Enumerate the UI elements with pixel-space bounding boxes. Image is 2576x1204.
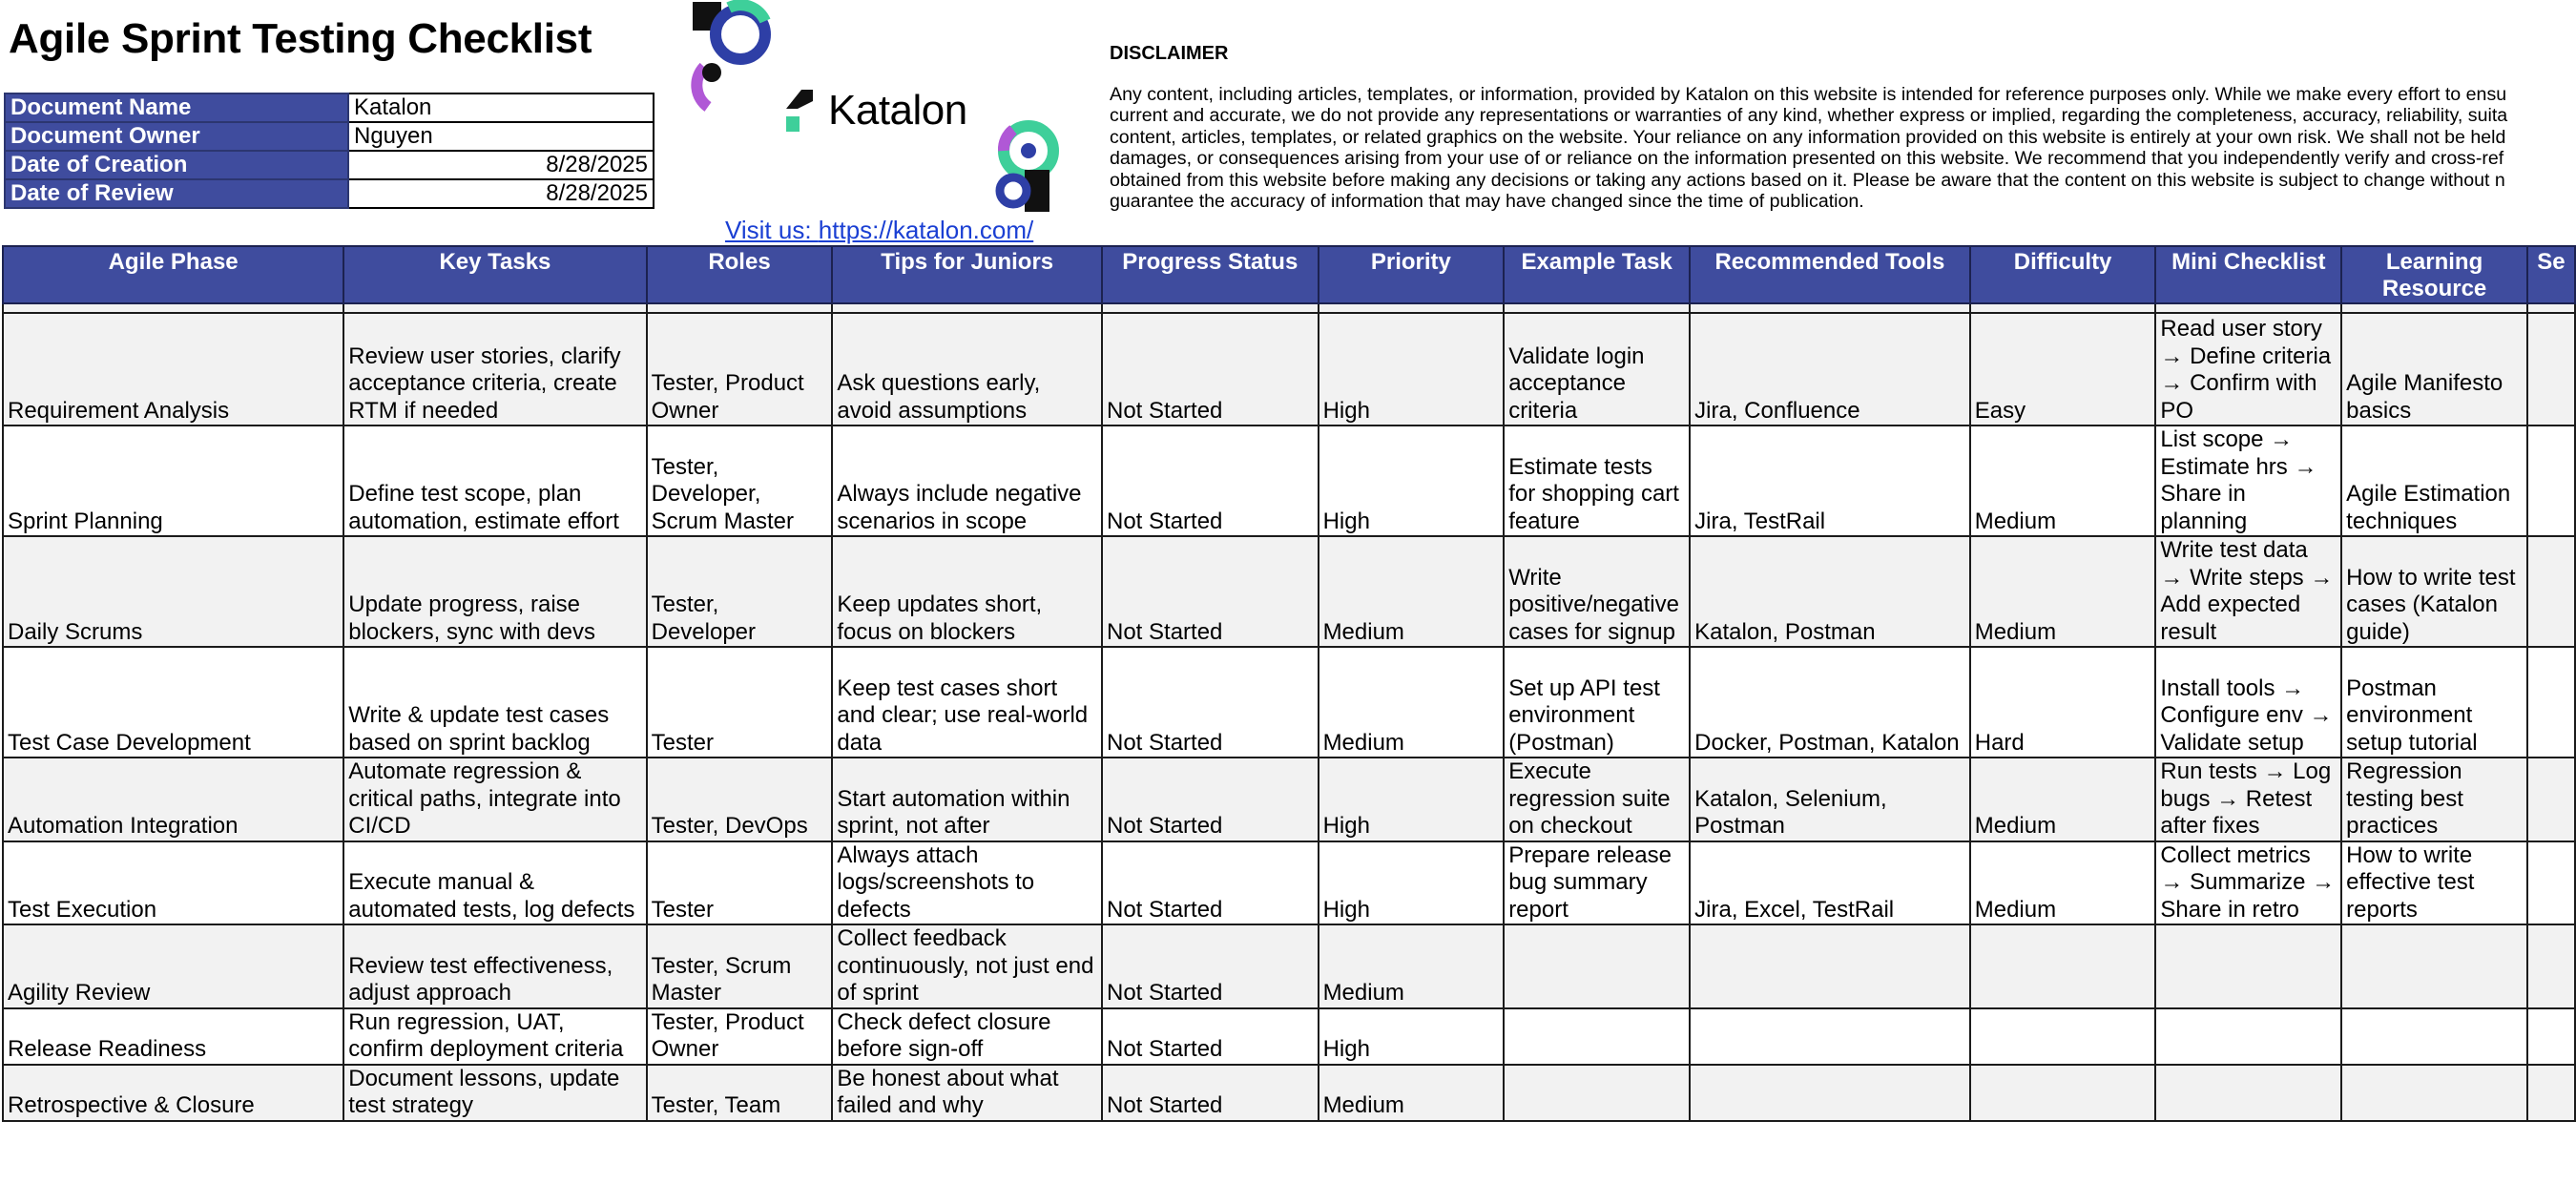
table-cell[interactable] [2527,536,2575,647]
table-cell[interactable]: Test Execution [3,841,343,925]
table-cell[interactable]: Sprint Planning [3,426,343,536]
column-header[interactable]: Se [2527,246,2575,303]
table-cell[interactable]: Automation Integration [3,758,343,841]
table-cell[interactable]: Not Started [1102,536,1319,647]
column-header[interactable]: Agile Phase [3,246,343,303]
table-cell[interactable] [2155,1065,2341,1121]
column-header[interactable]: Roles [647,246,833,303]
table-cell[interactable]: Run tests → Log bugs → Retest after fixes [2155,758,2341,841]
column-header[interactable]: Progress Status [1102,246,1319,303]
table-cell[interactable]: Tester, Scrum Master [647,924,833,1008]
table-cell[interactable]: High [1319,1008,1505,1065]
spacer-cell [1970,303,2156,313]
disclaimer-line: damages, or consequences arising from your use of or reliance on the information presented on this website. We recommend that you independently verify and cross-ref [1110,148,2504,170]
table-row [3,313,2575,426]
table-cell[interactable]: Tester [647,841,833,925]
table-cell[interactable]: Always include negative scenarios in scope [832,426,1102,536]
header-row [3,246,2575,303]
info-value[interactable]: 8/28/2025 [348,151,654,179]
disclaimer-line: guarantee the accuracy of information that may have changed since the time of publication. [1110,190,1864,212]
table-cell[interactable]: Start automation within sprint, not after [832,758,1102,841]
table-cell[interactable]: Update progress, raise blockers, sync with devs [343,536,646,647]
table-cell[interactable]: Hard [1970,647,2156,758]
visit-us-link[interactable] [725,216,1033,245]
table-row [3,426,2575,536]
disclaimer-title: DISCLAIMER [1110,43,1229,64]
table-cell[interactable]: Tester, Product Owner [647,313,833,426]
table-cell[interactable]: Tester, Product Owner [647,1008,833,1065]
column-header[interactable]: Example Task [1504,246,1690,303]
table-cell[interactable]: Katalon, Postman [1690,536,1970,647]
column-header[interactable]: Learning Resource [2341,246,2527,303]
table-row [3,1008,2575,1065]
spacer-row [3,303,2575,313]
table-cell[interactable]: Define test scope, plan automation, estimate effort [343,426,646,536]
table-cell[interactable]: Install tools → Configure env → Validate setup [2155,647,2341,758]
table-cell[interactable]: Write positive/negative cases for signup [1504,536,1690,647]
table-cell[interactable]: Prepare release bug summary report [1504,841,1690,925]
info-row [5,179,654,208]
table-row [3,758,2575,841]
spacer-cell [1690,303,1970,313]
table-cell[interactable] [1504,1065,1690,1121]
column-header[interactable]: Mini Checklist [2155,246,2341,303]
brand-art-bottom [992,113,1065,216]
table-cell[interactable]: Jira, TestRail [1690,426,1970,536]
table-cell[interactable]: Read user story → Define criteria → Confirm with PO [2155,313,2341,426]
katalon-logo [784,84,967,137]
table-cell[interactable]: Estimate tests for shopping cart feature [1504,426,1690,536]
table-cell[interactable] [2341,924,2527,1008]
disclaimer-line: content, articles, templates, or related graphics on the website. Your reliance on any information provided on this website is entirely at your own risk. We shall not be held [1110,126,2506,148]
table-cell[interactable]: List scope → Estimate hrs → Share in planning [2155,426,2341,536]
table-cell[interactable]: Medium [1970,841,2156,925]
table-cell[interactable]: Agile Estimation techniques [2341,426,2527,536]
table-cell[interactable]: Not Started [1102,1008,1319,1065]
column-header[interactable]: Key Tasks [343,246,646,303]
info-label[interactable]: Date of Creation [5,151,348,179]
table-cell[interactable] [2155,1008,2341,1065]
table-row [3,647,2575,758]
table-cell[interactable]: Medium [1970,758,2156,841]
table-cell[interactable]: Daily Scrums [3,536,343,647]
table-cell[interactable]: Not Started [1102,426,1319,536]
table-cell[interactable]: Tester, Developer, Scrum Master [647,426,833,536]
table-cell[interactable] [2527,924,2575,1008]
table-cell[interactable]: Tester [647,647,833,758]
info-row [5,93,654,122]
checklist-table [2,245,2576,1122]
table-cell[interactable]: Retrospective & Closure [3,1065,343,1121]
table-cell[interactable]: Jira, Excel, TestRail [1690,841,1970,925]
disclaimer-line: obtained from this website before making any decisions or taking any actions based on it. Please be aware that the content on this website is subject to change without n [1110,169,2505,191]
table-cell[interactable]: Collect feedback continuously, not just end of sprint [832,924,1102,1008]
spacer-cell [647,303,833,313]
table-cell[interactable]: Set up API test environment (Postman) [1504,647,1690,758]
table-cell[interactable] [1970,924,2156,1008]
table-cell[interactable]: Regression testing best practices [2341,758,2527,841]
table-cell[interactable]: High [1319,313,1505,426]
table-cell[interactable] [1504,924,1690,1008]
table-cell[interactable] [2527,1065,2575,1121]
table-cell[interactable] [2527,841,2575,925]
table-cell[interactable]: How to write effective test reports [2341,841,2527,925]
info-label[interactable]: Document Name [5,93,348,122]
katalon-mark-icon [784,88,815,134]
column-header[interactable]: Priority [1319,246,1505,303]
disclaimer-line: current and accurate, we do not provide any representations or warranties of any kind, whether express or implied, regarding the completeness, accuracy, reliability, suita [1110,105,2508,127]
spacer-cell [3,303,343,313]
table-cell[interactable]: Validate login acceptance criteria [1504,313,1690,426]
table-cell[interactable]: Medium [1319,647,1505,758]
column-header[interactable]: Tips for Juniors [832,246,1102,303]
disclaimer-line: Any content, including articles, templates, or information, provided by Katalon on this website is intended for reference purposes only. While we make every effort to ensu [1110,84,2507,105]
table-cell[interactable]: Not Started [1102,841,1319,925]
spacer-cell [2527,303,2575,313]
table-cell[interactable]: Review test effectiveness, adjust approach [343,924,646,1008]
column-header[interactable]: Difficulty [1970,246,2156,303]
info-row [5,122,654,151]
table-cell[interactable] [2527,758,2575,841]
table-cell[interactable]: Medium [1970,536,2156,647]
table-row [3,536,2575,647]
document-info-table [4,93,654,209]
table-cell[interactable]: Not Started [1102,758,1319,841]
table-cell[interactable]: Ask questions early, avoid assumptions [832,313,1102,426]
table-cell[interactable]: Agile Manifesto basics [2341,313,2527,426]
info-label[interactable]: Date of Review [5,179,348,208]
spacer-cell [2341,303,2527,313]
table-cell[interactable] [1970,1065,2156,1121]
logo-wordmark: Katalon [828,87,967,134]
table-cell[interactable]: High [1319,758,1505,841]
visit-url[interactable]: https://katalon.com/ [818,216,1034,244]
table-cell[interactable]: Be honest about what failed and why [832,1065,1102,1121]
table-cell[interactable]: Not Started [1102,647,1319,758]
table-cell[interactable]: Medium [1319,1065,1505,1121]
table-cell[interactable] [1504,1008,1690,1065]
info-value[interactable]: 8/28/2025 [348,179,654,208]
table-cell[interactable] [2341,1008,2527,1065]
table-cell[interactable]: Postman environment setup tutorial [2341,647,2527,758]
table-cell[interactable] [2527,1008,2575,1065]
table-cell[interactable] [2527,313,2575,426]
table-cell[interactable]: Docker, Postman, Katalon [1690,647,1970,758]
table-cell[interactable] [2341,1065,2527,1121]
info-value[interactable]: Nguyen [348,122,654,151]
logo-ring-shape [1000,177,1027,204]
table-cell[interactable] [1690,1008,1970,1065]
spacer-cell [343,303,646,313]
table-cell[interactable]: Collect metrics → Summarize → Share in retro [2155,841,2341,925]
table-cell[interactable]: Release Readiness [3,1008,343,1065]
table-cell[interactable]: Agility Review [3,924,343,1008]
table-cell[interactable]: Not Started [1102,1065,1319,1121]
sheet-title: Agile Sprint Testing Checklist [9,15,592,62]
table-cell[interactable]: Tester, Team [647,1065,833,1121]
table-cell[interactable]: Automate regression & critical paths, integrate into CI/CD [343,758,646,841]
table-cell[interactable]: Write test data → Write steps → Add expected result [2155,536,2341,647]
info-value[interactable]: Katalon [348,93,654,122]
table-cell[interactable] [2527,647,2575,758]
spacer-cell [1319,303,1505,313]
table-row [3,1065,2575,1121]
table-cell[interactable]: Execute regression suite on checkout [1504,758,1690,841]
table-cell[interactable]: Check defect closure before sign-off [832,1008,1102,1065]
column-header[interactable]: Recommended Tools [1690,246,1970,303]
table-cell[interactable]: Medium [1319,536,1505,647]
brand-art-top [691,0,779,114]
table-cell[interactable]: Keep test cases short and clear; use real-world data [832,647,1102,758]
logo-dot-shape [1021,143,1036,158]
table-cell[interactable]: Easy [1970,313,2156,426]
spacer-cell [832,303,1102,313]
table-cell[interactable] [2527,426,2575,536]
table-cell[interactable]: Tester, DevOps [647,758,833,841]
spacer-cell [1102,303,1319,313]
table-cell[interactable]: Test Case Development [3,647,343,758]
table-cell[interactable]: High [1319,426,1505,536]
table-cell[interactable]: Tester, Developer [647,536,833,647]
table-cell[interactable]: Review user stories, clarify acceptance criteria, create RTM if needed [343,313,646,426]
table-cell[interactable] [1690,924,1970,1008]
table-cell[interactable]: Medium [1319,924,1505,1008]
table-cell[interactable]: Write & update test cases based on sprint backlog [343,647,646,758]
table-cell[interactable]: Medium [1970,426,2156,536]
info-label[interactable]: Document Owner [5,122,348,151]
table-cell[interactable]: Execute manual & automated tests, log defects [343,841,646,925]
spacer-cell [2155,303,2341,313]
spacer-cell [1504,303,1690,313]
info-row [5,151,654,179]
table-cell[interactable] [2155,924,2341,1008]
table-cell[interactable]: Jira, Confluence [1690,313,1970,426]
table-cell[interactable]: How to write test cases (Katalon guide) [2341,536,2527,647]
disclaimer-text [1110,84,2576,212]
table-row [3,924,2575,1008]
table-cell[interactable]: Keep updates short, focus on blockers [832,536,1102,647]
table-row [3,841,2575,925]
table-cell[interactable] [1690,1065,1970,1121]
visit-label[interactable]: Visit us: [725,216,819,244]
table-cell[interactable]: Run regression, UAT, confirm deployment criteria [343,1008,646,1065]
table-cell[interactable]: Document lessons, update test strategy [343,1065,646,1121]
table-cell[interactable]: High [1319,841,1505,925]
table-cell[interactable]: Not Started [1102,924,1319,1008]
table-cell[interactable]: Katalon, Selenium, Postman [1690,758,1970,841]
logo-dot-shape [702,63,721,82]
table-cell[interactable]: Requirement Analysis [3,313,343,426]
table-cell[interactable]: Always attach logs/screenshots to defects [832,841,1102,925]
table-cell[interactable]: Not Started [1102,313,1319,426]
table-cell[interactable] [1970,1008,2156,1065]
